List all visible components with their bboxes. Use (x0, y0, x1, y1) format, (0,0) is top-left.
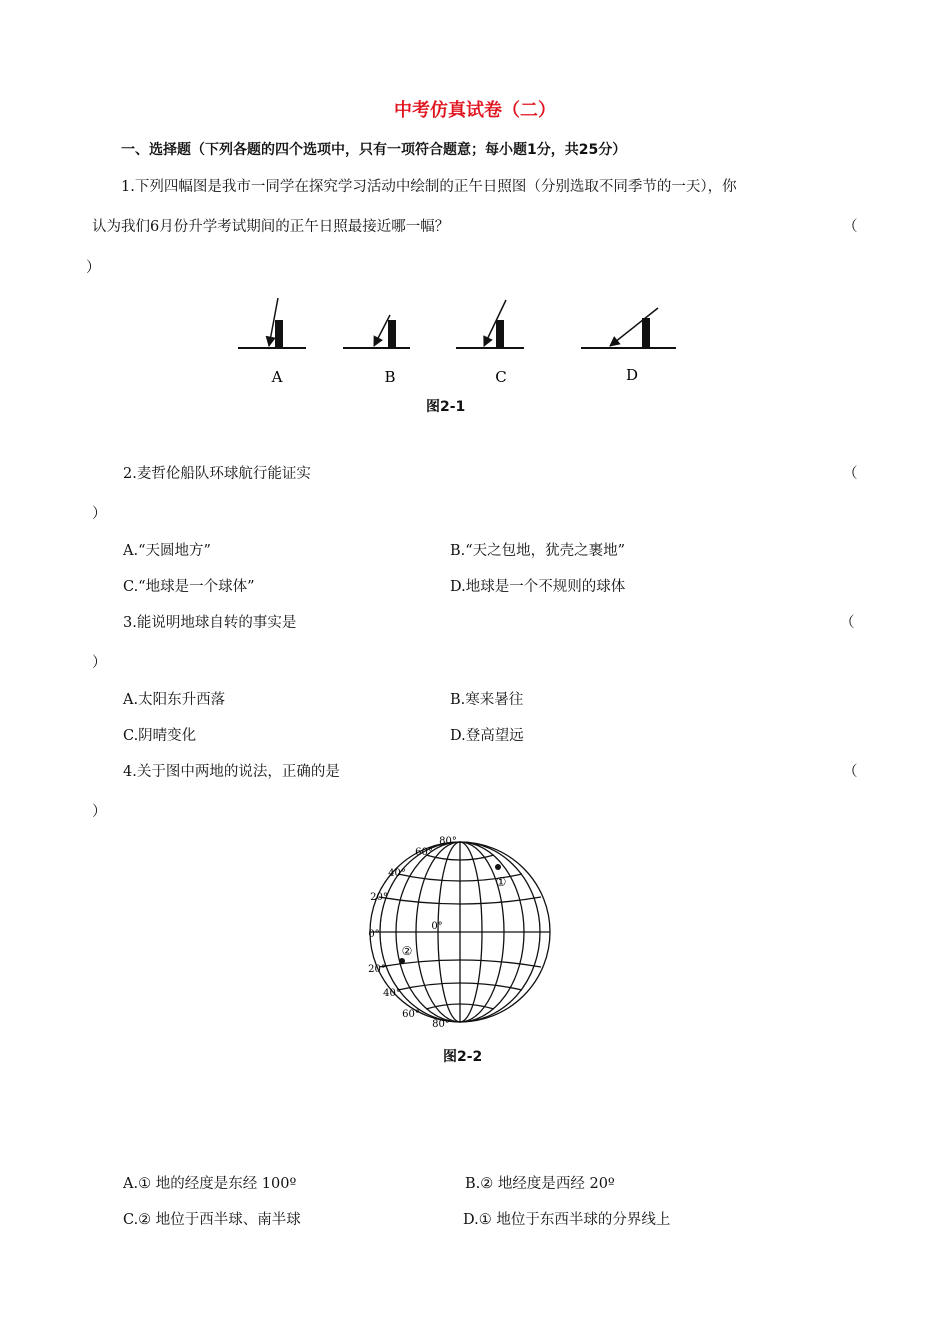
figure-2-2-globe (360, 828, 560, 1033)
q4-option-a: A.① 地的经度是东经 100º (123, 1176, 297, 1192)
sun-diagram-c (456, 300, 524, 348)
q1-paren-close: ） (86, 260, 101, 276)
figure-2-1-caption: 图2-1 (426, 399, 466, 415)
lat-label-s80: 80° (432, 1019, 450, 1030)
q2-paren-open: （ (843, 466, 858, 482)
figure-2-1 (228, 290, 688, 390)
lat-label-n60: 60° (415, 847, 433, 858)
section-heading: 一、选择题（下列各题的四个选项中，只有一项符合题意；每小题1分，共25分） (121, 142, 627, 158)
q4-paren-open: （ (843, 764, 858, 780)
q3-option-d: D.登高望远 (450, 728, 524, 744)
q2-option-d: D.地球是一个不规则的球体 (450, 579, 626, 595)
q2-paren-close: ） (92, 506, 107, 522)
center-meridian-label: 0° (431, 921, 443, 932)
q3-paren-open: （ (840, 615, 855, 631)
point-1-marker (495, 864, 501, 870)
q4-option-b: B.② 地经度是西经 20º (465, 1176, 615, 1192)
lat-label-n20: 20° (370, 892, 388, 903)
point-2-label: ② (401, 944, 413, 958)
q3-option-b: B.寒来暑往 (450, 692, 524, 708)
lat-label-n80: 80° (439, 836, 457, 847)
label-c: C (495, 368, 507, 386)
q2-option-b: B.“天之包地，犹壳之裹地” (450, 543, 626, 559)
q3-stem: 3.能说明地球自转的事实是 (123, 615, 297, 631)
lat-label-n40: 40° (388, 868, 406, 879)
equator-label: 0° (368, 929, 380, 940)
q3-option-a: A.太阳东升西落 (123, 692, 226, 708)
q1-stem-line2: 认为我们6月份升学考试期间的正午日照最接近哪一幅？ (92, 219, 450, 235)
q4-option-c: C.② 地位于西半球、南半球 (123, 1212, 301, 1228)
sun-diagram-b (343, 315, 410, 348)
figure-2-2-caption: 图2-2 (443, 1049, 483, 1065)
point-2-marker (399, 958, 405, 964)
label-d: D (625, 366, 639, 384)
lat-label-s20: 20° (368, 964, 386, 975)
q3-option-c: C.阴晴变化 (123, 728, 197, 744)
q1-paren-open: （ (843, 219, 858, 235)
lat-label-s60: 60° (402, 1009, 420, 1020)
page-title: 中考仿真试卷（二） (394, 100, 556, 121)
point-1-label: ① (495, 875, 507, 889)
q2-option-a: A.“天圆地方” (123, 543, 211, 559)
q4-option-d: D.① 地位于东西半球的分界线上 (463, 1212, 671, 1228)
q4-stem: 4.关于图中两地的说法，正确的是 (123, 764, 340, 780)
sun-diagram-a (238, 298, 306, 348)
q1-stem-line1: 1.下列四幅图是我市一同学在探究学习活动中绘制的正午日照图（分别选取不同季节的一天），你 (121, 179, 737, 195)
label-b: B (384, 368, 396, 386)
q3-paren-close: ） (92, 655, 107, 671)
lat-label-s40: 40° (383, 988, 401, 999)
q4-paren-close: ） (92, 804, 107, 820)
q2-option-c: C.“地球是一个球体” (123, 579, 255, 595)
label-a: A (271, 368, 283, 386)
q2-stem: 2.麦哲伦船队环球航行能证实 (123, 466, 311, 482)
sun-diagram-d (581, 308, 676, 348)
